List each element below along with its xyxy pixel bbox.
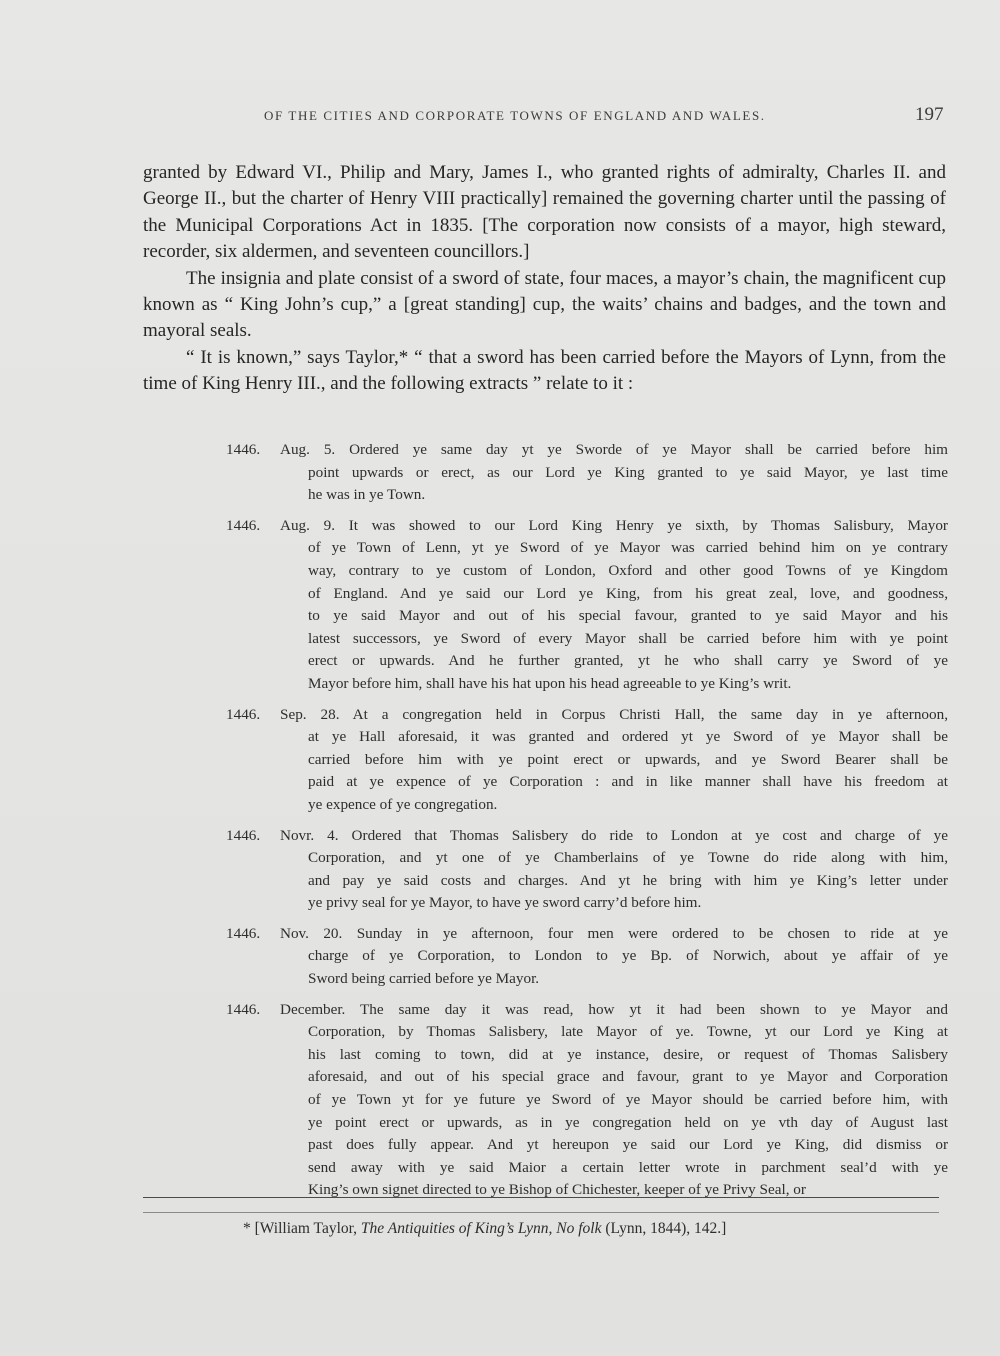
extract-line: erect or upwards. And he further granted, yt he who shall carry ye Sword of ye [308, 652, 948, 670]
extract-entry [226, 515, 948, 696]
extract-line: at ye Hall aforesaid, it was granted and ordered yt ye Sword of ye Mayor shall be [308, 728, 948, 746]
extract-line: to ye said Mayor and out of his special favour, granted to ye said Mayor and his [308, 607, 948, 625]
footnote-rule [143, 1212, 939, 1213]
extract-line: King’s own signet directed to ye Bishop of Chichester, keeper of ye Privy Seal, or [308, 1181, 806, 1199]
paragraph: “ It is known,” says Taylor,* “ that a sword has been carried before the Mayors of Lynn, from the time of King Henry III., and the following extracts ” relate to it : [143, 346, 946, 395]
extract-line: Sword being carried before ye Mayor. [308, 970, 540, 988]
extract-line: Novr. 4. Ordered that Thomas Salisbery do ride to London at ye cost and charge of ye [280, 826, 948, 844]
extract-entry [226, 923, 948, 991]
extract-list [226, 439, 948, 1210]
paragraph: The insignia and plate consist of a sword of state, four maces, a mayor’s chain, the magnificent cup known as “ King John’s cup,” a [great standing] cup, the waits’ chains and badges, and the town and mayoral seals. [143, 267, 946, 342]
extract-line: ye point erect or upwards, as in ye congregation held on ye vth day of August last [308, 1113, 948, 1131]
extract-line: he was in ye Town. [308, 486, 426, 504]
extract-line: carried before him with ye point erect or upwards, and ye Sword Bearer shall be [308, 750, 948, 768]
extract-line: way, contrary to ye custom of London, Oxford and other good Towns of ye Kingdom [308, 561, 948, 579]
extract-entry [226, 439, 948, 507]
extract-line: and pay ye said costs and charges. And yt he bring with him ye King’s letter under [308, 871, 948, 889]
extract-line: latest successors, ye Sword of every Mayor shall be carried before him with ye point [308, 629, 948, 647]
footnote-rule [143, 1197, 939, 1198]
extract-line: ye privy seal for ye Mayor, to have ye sword carry’d before him. [308, 894, 702, 912]
extract-year: 1446. [226, 441, 261, 458]
footnote-title: The Antiquities of King’s Lynn, No folk [360, 1220, 602, 1237]
extract-line: Corporation, by Thomas Salisbery, late Mayor of ye. Towne, yt our Lord ye King at [308, 1023, 948, 1041]
extract-year: 1446. [226, 1000, 261, 1018]
extract-line: send away with ye said Maior a certain letter wrote in parchment seal’d with ye [308, 1158, 948, 1176]
extract-line: Sep. 28. At a congregation held in Corpus Christi Hall, the same day in ye afternoon, [280, 705, 948, 723]
extract-line: paid at ye expence of ye Corporation : and in like manner shall have his freedom at [308, 773, 948, 791]
body-text [143, 160, 946, 398]
extract-line: his last coming to town, did at ye instance, desire, or request of Thomas Salisbery [308, 1045, 948, 1063]
extract-line: charge of ye Corporation, to London to ye Bp. of Norwich, about ye affair of ye [308, 947, 948, 965]
extract-line: Aug. 9. It was showed to our Lord King Henry ye sixth, by Thomas Salisbury, Mayor [280, 516, 948, 534]
extract-line: Corporation, and yt one of ye Chamberlains of ye Towne do ride along with him, [308, 849, 948, 867]
extract-entry [226, 999, 948, 1202]
extract-line: December. The same day it was read, how yt it had been shown to ye Mayor and [280, 1000, 948, 1018]
extract-line: aforesaid, and out of his special grace and favour, grant to ye Mayor and Corporation [308, 1068, 948, 1086]
extract-year: 1446. [226, 516, 261, 534]
extract-entry [226, 825, 948, 915]
extract-line: Nov. 20. Sunday in ye afternoon, four men were ordered to be chosen to ride at ye [280, 924, 948, 942]
extract-line: of ye Town of Lenn, yt ye Sword of ye Mayor was carried behind him on ye contrary [308, 539, 948, 557]
extract-line: ye expence of ye congregation. [308, 795, 498, 813]
extract-year: 1446. [226, 826, 261, 844]
paragraph: granted by Edward VI., Philip and Mary, James I., who granted rights of admiralty, Charles II. and George II., but the charter of Henry VIII practically] remained the governing charter until the passing of the Municipal Corporations Act in 1835. [The corporation now consists of a mayor, high steward, recorder, six aldermen, and seventeen councillors.] [143, 162, 946, 263]
extract-line: past does fully appear. And yt hereupon ye said our Lord ye King, did dismiss or [308, 1136, 948, 1154]
page-number: 197 [915, 104, 944, 125]
running-head: OF THE CITIES AND CORPORATE TOWNS OF ENGLAND AND WALES. [264, 108, 766, 123]
extract-line: Mayor before him, shall have his hat upon his head agreeable to ye King’s writ. [308, 674, 792, 692]
extract-year: 1446. [226, 705, 261, 723]
extract-line: of England. And ye said our Lord ye King, from his great zeal, love, and goodness, [308, 584, 948, 602]
footnote [243, 1220, 943, 1238]
extract-entry [226, 704, 948, 817]
extract-line: of ye Town yt for ye future ye Sword of ye Mayor should be carried before him, with [308, 1091, 948, 1109]
footnote-marker: * [William Taylor, [243, 1220, 358, 1237]
footnote-citation: (Lynn, 1844), 142.] [605, 1220, 727, 1237]
extract-line: Aug. 5. Ordered ye same day yt ye Sworde of ye Mayor shall be carried before him [280, 441, 948, 458]
extract-line: point upwards or erect, as our Lord ye King granted to ye said Mayor, ye last time [308, 463, 948, 481]
extract-year: 1446. [226, 924, 261, 942]
